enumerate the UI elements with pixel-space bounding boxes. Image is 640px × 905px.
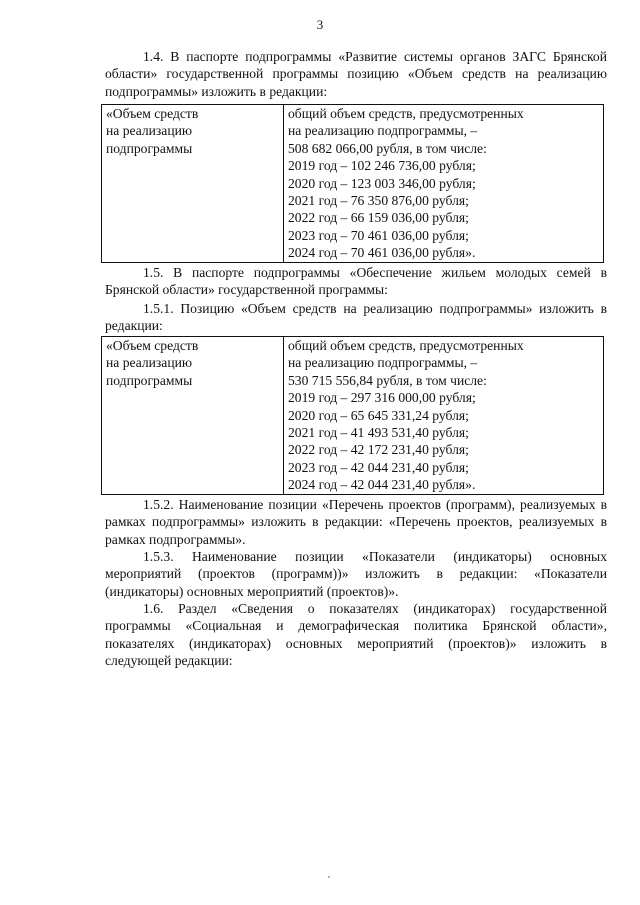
paragraph-line: 1.4. В паспорте подпрограммы «Развитие системы органов ЗАГС (143, 49, 546, 64)
paragraph-line: показателях (индикаторах) основных мероприятий (проектов)» изложить (105, 635, 586, 651)
table-value-line: 2021 год – 41 493 531,40 рубля; (288, 425, 469, 441)
paragraph-line: мероприятий (проектов (программ))» изложить в редакции: «Показатели (105, 566, 607, 582)
paragraph-line: 1.5.2. Наименование позиции «Перечень проектов (программ), (143, 497, 515, 512)
passport-table-2 (101, 336, 604, 495)
paragraph-line: 1.5.3. Наименование позиции «Показатели (индикаторы) основных (143, 549, 607, 564)
paragraph-line: (индикаторы) основных мероприятий (проектов)». (105, 583, 399, 599)
paragraph-line: проектов, реализуемых в рамках подпрограммы». (105, 514, 608, 547)
table-value-line: 2022 год – 42 172 231,40 рубля; (288, 442, 469, 458)
paragraph-1-5-2 (105, 496, 607, 548)
table-label-line: «Объем средств (106, 338, 199, 353)
table-label-line: подпрограммы (106, 372, 193, 388)
paragraph-line: 1.6. Раздел «Сведения о показателях (индикаторах) государственной (143, 601, 607, 616)
table-cell-label (102, 105, 284, 263)
paragraph-line: в Брянской области» государственной программы: (105, 265, 608, 298)
table-value-line: 2019 год – 297 316 000,00 рубля; (288, 390, 476, 406)
table-value-line: 2024 год – 42 044 231,40 рубля». (288, 477, 476, 493)
table-cell-value (284, 337, 604, 495)
paragraph-1-5-1 (105, 300, 607, 335)
table-value-line: 2022 год – 66 159 036,00 рубля; (288, 210, 469, 226)
paragraph-line: 1.5.1. Позицию «Объем средств на реализацию подпрограммы» (143, 301, 533, 316)
table-row (102, 105, 604, 263)
paragraph-line: реализуемых в рамках подпрограммы» изложить в редакции: «Перечень (105, 497, 607, 530)
table-value-line: 2024 год – 70 461 036,00 рубля». (288, 245, 476, 261)
scan-dot (328, 876, 330, 878)
page-number: 3 (316, 17, 324, 32)
paragraph-1-6 (105, 600, 607, 670)
table-value-line: 2020 год – 65 645 331,24 рубля; (288, 407, 469, 423)
table-cell-label (102, 337, 284, 495)
paragraph-1-5 (105, 264, 607, 299)
table-value-line: 2023 год – 70 461 036,00 рубля; (288, 227, 469, 243)
table-value-line: 2023 год – 42 044 231,40 рубля; (288, 459, 469, 475)
table-value-line: на реализацию подпрограммы, – (288, 355, 478, 371)
table-value-line: на реализацию подпрограммы, – (288, 123, 478, 139)
table-label-line: на реализацию (106, 123, 193, 139)
paragraph-1-4 (105, 48, 607, 100)
table-label-line: подпрограммы (106, 140, 193, 156)
table-value-line: 2020 год – 123 003 346,00 рубля; (288, 175, 476, 191)
table-value-line: общий объем средств, предусмотренных (288, 106, 524, 121)
paragraph-1-5-3 (105, 548, 607, 600)
table-cell-value (284, 105, 604, 263)
paragraph-line: изложить в редакции: (105, 301, 607, 334)
table-label-line: на реализацию (106, 355, 193, 371)
table-value-line: 2021 год – 76 350 876,00 рубля; (288, 193, 469, 209)
paragraph-line: Брянской области» государственной программы позицию «Объем средств (105, 49, 607, 82)
table-label-line: «Объем средств (106, 106, 199, 121)
table-value-line: 2019 год – 102 246 736,00 рубля; (288, 158, 476, 174)
table-value-line: 508 682 066,00 рубля, в том числе: (288, 140, 487, 156)
table-value-line: 530 715 556,84 рубля, в том числе: (288, 372, 487, 388)
table-row (102, 337, 604, 495)
paragraph-line: на реализацию подпрограммы» изложить в редакции: (105, 66, 607, 99)
paragraph-line: программы «Социальная и демографическая политика Брянской области», (105, 618, 607, 634)
passport-table-1 (101, 104, 604, 263)
paragraph-line: в следующей редакции: (105, 635, 607, 669)
table-value-line: общий объем средств, предусмотренных (288, 338, 524, 353)
paragraph-line: 1.5. В паспорте подпрограммы «Обеспечение жильем молодых семей (143, 265, 591, 280)
